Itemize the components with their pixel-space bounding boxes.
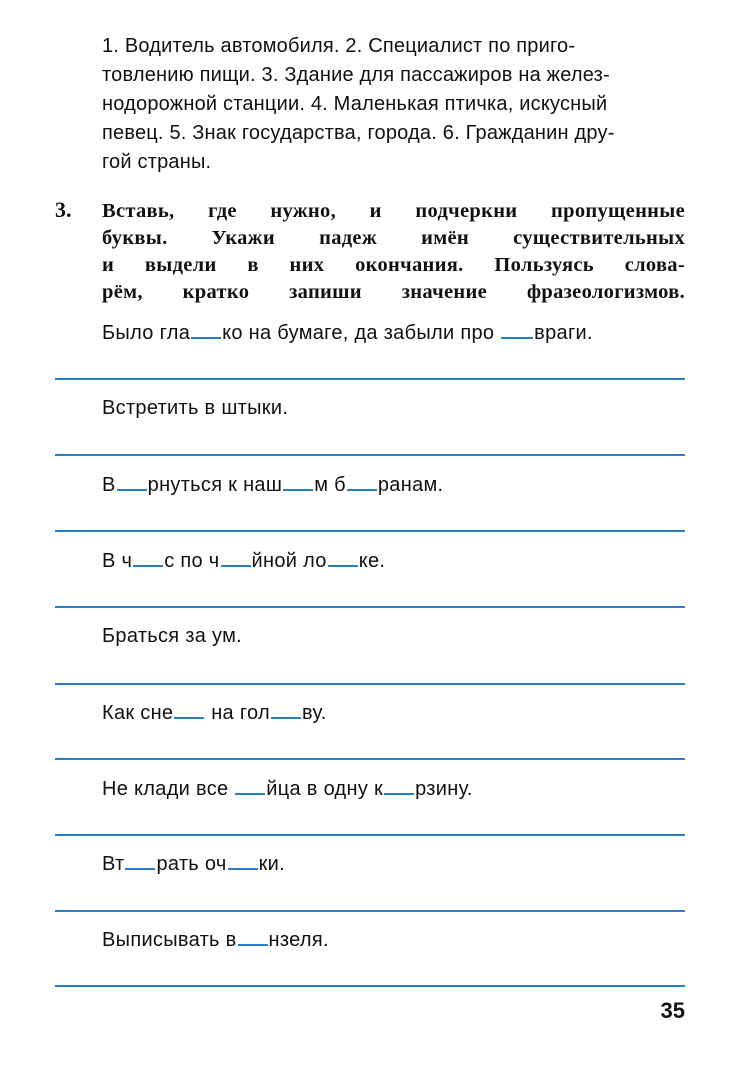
phrase-text: м б <box>314 474 346 496</box>
intro-line: 1. Водитель автомобиля. 2. Специалист по приго- <box>102 35 576 57</box>
letter-blank[interactable] <box>228 850 258 870</box>
task-line: рём, кратко запиши значение фразеологизмов. <box>102 281 685 303</box>
answer-line[interactable] <box>55 834 685 836</box>
phrase-1 <box>102 319 593 346</box>
phrase-text: ко на бумаге, да забыли про <box>222 322 501 344</box>
phrase-text: нзеля. <box>268 929 329 951</box>
answer-line[interactable] <box>55 758 685 760</box>
answer-line[interactable] <box>55 985 685 987</box>
letter-blank[interactable] <box>347 471 377 491</box>
letter-blank[interactable] <box>221 547 251 567</box>
phrase-text: Вт <box>102 853 125 875</box>
task-line: и выдели в них окончания. Пользуясь слова- <box>102 254 685 276</box>
phrase-text: рзину. <box>415 778 473 800</box>
answer-line[interactable] <box>55 530 685 532</box>
answer-line[interactable] <box>55 454 685 456</box>
phrase-text: Браться за ум. <box>102 625 243 647</box>
phrase-6 <box>102 699 327 726</box>
page-number: 35 <box>660 998 685 1023</box>
letter-blank[interactable] <box>191 319 221 339</box>
letter-blank[interactable] <box>283 471 313 491</box>
phrase-text: Как сне <box>102 702 174 724</box>
letter-blank[interactable] <box>117 471 147 491</box>
intro-line: гой страны. <box>102 151 212 173</box>
phrase-9 <box>102 926 329 953</box>
answer-line[interactable] <box>55 378 685 380</box>
answer-line[interactable] <box>55 683 685 685</box>
phrase-text: ранам. <box>377 474 444 496</box>
intro-line: нодорожной станции. 4. Маленькая птичка, искусный <box>102 93 608 115</box>
phrase-2 <box>102 395 288 421</box>
task-line: буквы. Укажи падеж имён существительных <box>102 227 685 249</box>
phrase-text: Встретить в штыки. <box>102 397 289 419</box>
letter-blank[interactable] <box>501 319 533 339</box>
phrase-text: йца в одну к <box>266 778 384 800</box>
phrase-text: В <box>102 474 116 496</box>
task-line: Вставь, где нужно, и подчеркни пропущенные <box>102 200 685 222</box>
phrase-text: Не клади все <box>102 778 235 800</box>
phrase-text: йной ло <box>251 550 327 572</box>
phrase-text: рать оч <box>156 853 227 875</box>
phrase-3 <box>102 471 443 498</box>
phrase-text: Было гла <box>102 322 191 344</box>
phrase-text: с по ч <box>164 550 220 572</box>
phrase-5 <box>102 623 242 649</box>
letter-blank[interactable] <box>133 547 163 567</box>
phrase-4 <box>102 547 385 574</box>
letter-blank[interactable] <box>125 850 155 870</box>
phrase-text: ву. <box>301 702 327 724</box>
letter-blank[interactable] <box>384 775 414 795</box>
phrase-text: рнуться к наш <box>147 474 283 496</box>
letter-blank[interactable] <box>235 775 265 795</box>
task-number: 3. <box>55 197 72 222</box>
phrase-text: ке. <box>358 550 386 572</box>
intro-line: товлению пищи. 3. Здание для пассажиров на желез- <box>102 64 610 86</box>
phrase-7 <box>102 775 473 802</box>
letter-blank[interactable] <box>271 699 301 719</box>
phrase-text: В ч <box>102 550 133 572</box>
phrase-text: ки. <box>258 853 285 875</box>
letter-blank[interactable] <box>328 547 358 567</box>
letter-blank[interactable] <box>174 699 204 719</box>
phrase-text: на гол <box>205 702 270 724</box>
phrase-text: Выписывать в <box>102 929 237 951</box>
letter-blank[interactable] <box>238 926 268 946</box>
phrase-text: враги. <box>534 322 593 344</box>
answer-line[interactable] <box>55 910 685 912</box>
phrase-8 <box>102 850 285 877</box>
intro-line: певец. 5. Знак государства, города. 6. Гражданин дру- <box>102 122 615 144</box>
answer-line[interactable] <box>55 606 685 608</box>
